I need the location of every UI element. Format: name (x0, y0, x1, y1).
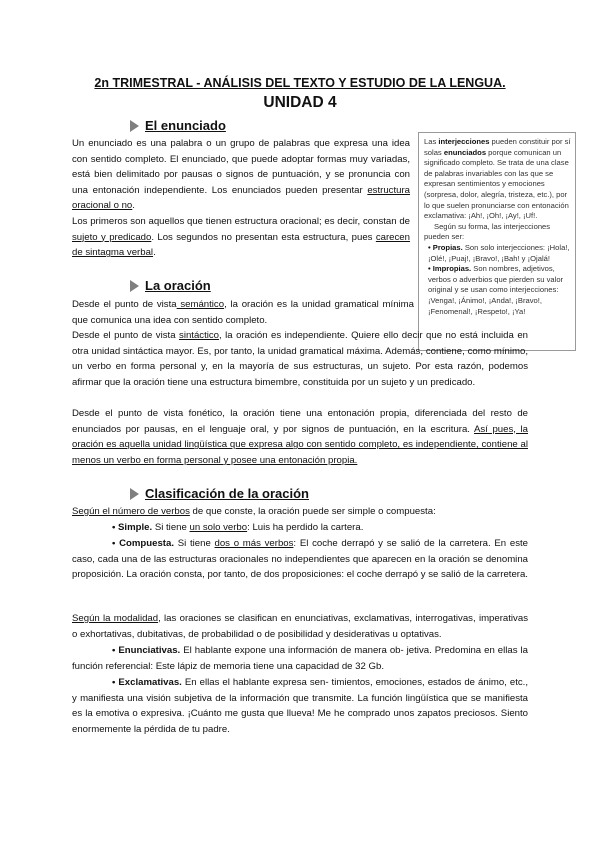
section-heading-enunciado (130, 118, 226, 133)
arrow-icon (130, 488, 139, 500)
unit-title: UNIDAD 4 (263, 94, 337, 111)
aside-forms: Según su forma, las interjecciones pueden ser: (424, 221, 551, 242)
document-title: 2n TRIMESTRAL - ANÁLISIS DEL TEXTO Y ESTUDIO DE LA LENGUA. (94, 76, 506, 90)
interjecciones-box (418, 132, 576, 351)
clasificacion-compuesta: • Compuesta. Si tiene dos o más verbos: El coche derrapó y se salió de la carretera. En este caso, cada una de las estructuras oracionales no independientes que aparecen en la oración se denomina proposición. La oración consta, por tanto, de dos proposiciones: el coche derrapó y se salió de la carretera. (72, 538, 528, 581)
arrow-icon (130, 280, 139, 292)
clasificacion-enunciativas: • Enunciativas. El hablante expone una información de manera ob- jetiva. Predomina en ellas la función referencial: Este lápiz de memoria tiene una capacidad de 32 Gb. (72, 645, 528, 672)
enunciado-paragraph-2: Los primeros son aquellos que tienen estructura oracional; es decir, constan de sujeto y predicado. Los segundos no presentan esta estructura, pues carecen de sintagma verbal. (72, 216, 410, 259)
arrow-icon (130, 120, 139, 132)
section-heading-clasificacion (130, 486, 309, 501)
clasificacion-exclamativas: • Exclamativas. En ellas el hablante expresa sen- timientos, emociones, estados de ánimo, etc., y manifiesta una visión subjetiva de la información que transmite. La función lingüística que se manifiesta es la emotiva o expresiva. ¡Cuánto me gusta que llueva! Me he comprado unos zapatos preciosos. Siento enormemente la pérdida de tu padre. (72, 677, 528, 735)
section-heading-oracion (130, 278, 211, 293)
clasificacion-intro: Según el número de verbos de que conste, la oración puede ser simple o compuesta: (72, 506, 436, 517)
oracion-paragraph-3: Desde el punto de vista fonético, la oración tiene una entonación propia, diferenciada del resto de enunciados por pausas, en el lenguaje oral, y por signos de puntuación, en la escritura. Así pues, la oración es aquella unidad lingüística que expresa algo con sentido completo, es independiente, contiene al menos un verbo en forma personal y posee una entonación propia. (72, 408, 528, 466)
heading-text: El enunciado (145, 118, 226, 133)
oracion-paragraph-1: Desde el punto de vista semántico, la oración es la unidad gramatical mínima que comunica una idea con sentido completo. (72, 299, 415, 326)
aside-propias: • Propias. Son solo interjecciones: ¡Hola!, ¡Olé!, ¡Puaj!, ¡Bravo!, ¡Bah! y ¡Ojalá! (428, 242, 570, 263)
heading-text: Clasificación de la oración (145, 486, 309, 501)
oracion-paragraph-2: Desde el punto de vista sintáctico, la oración es independiente. Quiere ello decir que no está incluida en otra unidad sintáctica mayor. Es, por tanto, la unidad gramatical máxima. Además, contiene, como mínimo, un verbo en forma personal y, en la mayoría de sus estructuras, un sujeto. Por esta razón, podemos afirmar que la oración tiene una estructura bimembre, constituida por un sujeto y un predicado. (72, 330, 528, 388)
enunciado-paragraph-1: Un enunciado es una palabra o un grupo de palabras que expresa una idea con sentido completo. El enunciado, que puede adoptar formas muy variadas, está bien delimitado por pausas o signos de puntuación, y se pronuncia con una entonación independiente. Los enunciados pueden presentar estructura oracional o no. (72, 138, 410, 212)
aside-impropias: • Impropias. Son nombres, adjetivos, verbos o adverbios que pierden su valor original y se usan como interjecciones: ¡Venga!, ¡Ánimo!, ¡Anda!, ¡Bravo!, ¡Fenomenal!, ¡Respeto!, ¡Ya! (428, 264, 564, 316)
clasificacion-simple: • Simple. Si tiene un solo verbo: Luis ha perdido la cartera. (112, 522, 364, 533)
clasificacion-modalidad: Según la modalidad, las oraciones se clasifican en enunciativas, exclamativas, interrogativas, imperativas o exhortativas, dubitativas, de probabilidad o de posibilidad y desiderativas u optativas. (72, 613, 528, 640)
heading-text: La oración (145, 278, 211, 293)
aside-intro: Las interjecciones pueden constituir por sí solas enunciados porque comunican un significado completo. Se trata de una clase de palabras invariables con las que se expresan sentimientos y emociones (sorpresa, dolor, alegría, tristeza, etc.), por lo que suelen pronunciarse con entonación exclamativa: ¡Ah!, ¡Oh!, ¡Ay!, ¡Uf!. (424, 137, 571, 221)
